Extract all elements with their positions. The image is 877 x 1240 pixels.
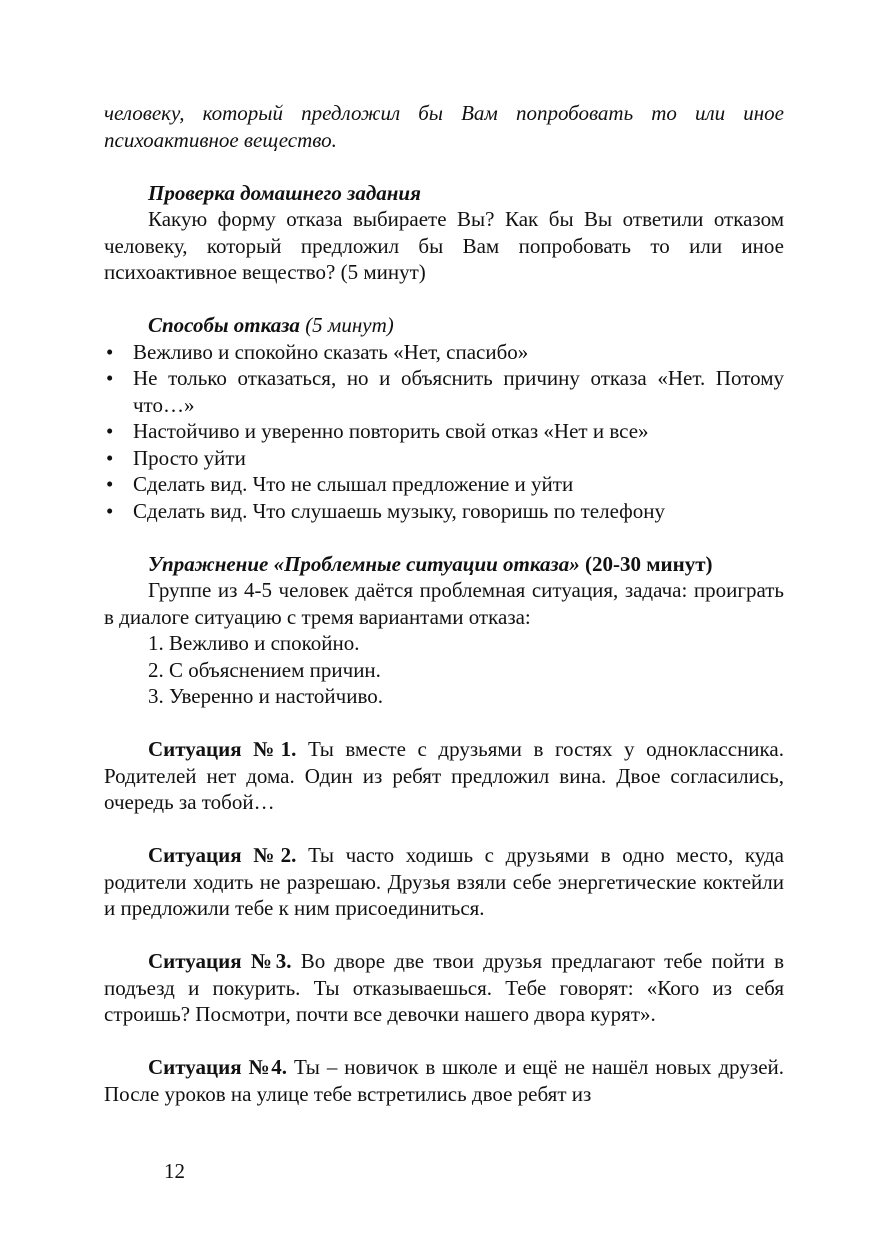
spacer bbox=[104, 286, 784, 313]
spacer bbox=[104, 1028, 784, 1055]
exercise-variant: 1. Вежливо и спокойно. bbox=[148, 631, 360, 655]
spacer bbox=[104, 153, 784, 180]
situation-2-paragraph bbox=[104, 842, 784, 922]
list-item: • Просто уйти bbox=[104, 445, 784, 472]
spacer bbox=[104, 922, 784, 949]
situation-1-paragraph bbox=[104, 736, 784, 816]
list-item: • Не только отказаться, но и объяснить причину отказа «Нет. Потому что…» bbox=[104, 365, 784, 418]
situation-4-paragraph bbox=[104, 1054, 784, 1107]
document-page bbox=[104, 100, 784, 1107]
refusal-methods-title: Способы отказа bbox=[148, 313, 300, 337]
situation-3-paragraph bbox=[104, 948, 784, 1028]
situation-text: Ты часто ходишь с друзьями в одно место, куда родители ходить не разрешаю. Друзья взяли себе энергетические коктейли и предложили тебе к ним присоединиться. bbox=[104, 843, 784, 920]
intro-paragraph: человеку, который предложил бы Вам попробовать то или иное психоактивное вещество. bbox=[104, 101, 784, 152]
list-item: • Вежливо и спокойно сказать «Нет, спасибо» bbox=[104, 339, 784, 366]
situation-label: Ситуация №4. bbox=[148, 1055, 288, 1079]
spacer bbox=[104, 710, 784, 737]
spacer bbox=[104, 816, 784, 843]
list-item: • Настойчиво и уверенно повторить свой отказ «Нет и все» bbox=[104, 418, 784, 445]
list-item: • Сделать вид. Что не слышал предложение и уйти bbox=[104, 471, 784, 498]
situation-text: Во дворе две твои друзья предлагают тебе пойти в подъезд и покурить. Ты отказываешься. Тебе говорят: «Кого из себя строишь? Посмотри, почти все девочки нашего двора курят». bbox=[104, 949, 784, 1026]
list-item: • Сделать вид. Что слушаешь музыку, говоришь по телефону bbox=[104, 498, 784, 525]
exercise-variant: 2. С объяснением причин. bbox=[148, 657, 381, 682]
exercise-paragraph: Группе из 4-5 человек даётся проблемная ситуация, задача: проиграть в диалоге ситуацию с тремя вариантами отказа: bbox=[104, 578, 784, 629]
situation-text: Ты вместе с друзьями в гостях у одноклассника. Родителей нет дома. Один из ребят предложил вина. Двое согласились, очередь за тобой… bbox=[104, 737, 785, 814]
situation-label: Ситуация №1. bbox=[148, 737, 297, 761]
homework-paragraph: Какую форму отказа выбираете Вы? Как бы Вы ответили отказом человеку, который предложил бы Вам попробовать то или иное психоактивное вещество? (5 минут) bbox=[104, 207, 784, 284]
situation-label: Ситуация №2. bbox=[148, 843, 297, 867]
exercise-duration: (20-30 минут) bbox=[584, 551, 713, 576]
refusal-methods-heading bbox=[104, 312, 784, 339]
refusal-methods-list bbox=[104, 339, 784, 525]
exercise-heading bbox=[104, 551, 784, 578]
homework-heading: Проверка домашнего задания bbox=[148, 180, 421, 205]
refusal-methods-duration: (5 минут) bbox=[305, 313, 394, 337]
situation-label: Ситуация №3. bbox=[148, 949, 292, 973]
spacer bbox=[104, 524, 784, 551]
situation-text: Ты – новичок в школе и ещё не нашёл новых друзей. После уроков на улице тебе встретились двое ребят из bbox=[104, 1055, 784, 1106]
exercise-title: Упражнение «Проблемные ситуации отказа» bbox=[148, 551, 580, 576]
exercise-variant: 3. Уверенно и настойчиво. bbox=[148, 684, 383, 708]
page-number: 12 bbox=[164, 1159, 185, 1183]
